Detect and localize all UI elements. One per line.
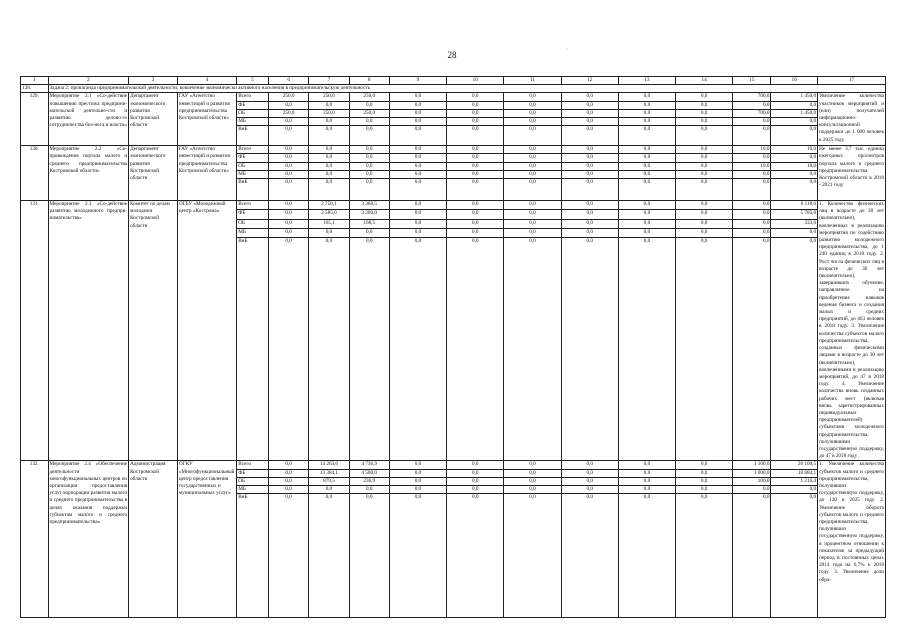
amount-cell: 0,0 xyxy=(676,126,733,146)
amount-cell: 0,0 xyxy=(771,485,818,493)
amount-cell: 0,0 xyxy=(561,469,618,477)
amount-cell: 0,0 xyxy=(561,461,618,469)
amount-cell: 0,0 xyxy=(561,477,618,485)
amount-cell: 0,0 xyxy=(618,118,675,126)
amount-cell: 0,0 xyxy=(389,179,446,201)
amount-cell: 0,0 xyxy=(618,109,675,117)
amount-cell: 1 000,0 xyxy=(733,469,771,477)
page-mark: · xyxy=(566,47,568,53)
amount-cell: 0,0 xyxy=(676,219,733,228)
amount-cell: 10,0 xyxy=(733,162,771,170)
event-name: Мероприятие 2.4 «Обеспечение деятельности многофункциональных центров по организации предоставления услуг корпорации развития малого и среднего предпринимательства в целях оказания поддержки субъектам малого и среднего предпринимательства» xyxy=(48,461,129,618)
amount-cell: 0,0 xyxy=(676,201,733,210)
amount-cell: 0,0 xyxy=(504,93,561,101)
amount-cell: 250,0 xyxy=(349,109,389,117)
amount-cell: 0,0 xyxy=(349,228,389,237)
column-number: 4 xyxy=(177,77,236,85)
amount-cell: 0,0 xyxy=(561,179,618,201)
amount-cell: 0,0 xyxy=(309,485,349,493)
expected-result: 1. Увеличение количества субъектов малого и среднего предпринимательства, получивших государственную поддержку, до 120 в 2025 году. 2. Увеличение оборота субъектов малого и среднего предпринимательства, получивших государственную поддержку, в процентном отношении к показателю за предыдущий период в постоянных ценах 2014 года на 6,7% к 2018 году. 3. Увеличение доли обра- xyxy=(818,461,886,618)
recipient: ГАУ «Агентство инвестиций и развития предпринимательства Костромской области» xyxy=(177,146,236,201)
amount-cell: 0,0 xyxy=(771,170,818,178)
amount-cell: 250,0 xyxy=(309,109,349,117)
amount-cell: 0,0 xyxy=(447,477,504,485)
amount-cell: 1 100,0 xyxy=(733,461,771,469)
amount-cell: 0,0 xyxy=(269,170,309,178)
funding-source: ФБ xyxy=(237,154,269,162)
amount-cell: 0,0 xyxy=(561,126,618,146)
amount-cell: 0,0 xyxy=(269,461,309,469)
amount-cell: 0,0 xyxy=(349,118,389,126)
amount-cell: 0,0 xyxy=(676,170,733,178)
amount-cell: 0,0 xyxy=(309,228,349,237)
amount-cell: 0,0 xyxy=(504,485,561,493)
amount-cell: 0,0 xyxy=(447,118,504,126)
amount-cell: 0,0 xyxy=(389,101,446,109)
amount-cell: 879,5 xyxy=(309,477,349,485)
amount-cell: 0,0 xyxy=(676,146,733,154)
amount-cell: 0,0 xyxy=(389,126,446,146)
amount-cell: 0,0 xyxy=(676,101,733,109)
amount-cell: 0,0 xyxy=(349,101,389,109)
amount-cell: 0,0 xyxy=(618,170,675,178)
amount-cell: 0,0 xyxy=(309,170,349,178)
funding-source: ОБ xyxy=(237,109,269,117)
amount-cell: 1 450,0 xyxy=(771,93,818,101)
column-number: 10 xyxy=(447,77,504,85)
funding-source: Всего xyxy=(237,146,269,154)
amount-cell: 0,0 xyxy=(504,146,561,154)
amount-cell: 0,0 xyxy=(389,477,446,485)
amount-cell: 0,0 xyxy=(733,179,771,201)
amount-cell: 0,0 xyxy=(269,179,309,201)
amount-cell: 0,0 xyxy=(349,126,389,146)
amount-cell: 700,0 xyxy=(733,109,771,117)
amount-cell: 0,0 xyxy=(504,179,561,201)
amount-cell: 13 384,1 xyxy=(309,469,349,477)
amount-cell: 0,0 xyxy=(618,494,675,618)
event-row xyxy=(21,201,886,210)
amount-cell: 0,0 xyxy=(447,146,504,154)
amount-cell: 0,0 xyxy=(504,109,561,117)
column-number: 5 xyxy=(237,77,269,85)
amount-cell: 0,0 xyxy=(676,179,733,201)
amount-cell: 0,0 xyxy=(389,162,446,170)
amount-cell: 0,0 xyxy=(269,494,309,618)
amount-cell: 20 100,5 xyxy=(771,461,818,469)
amount-cell: 0,0 xyxy=(618,469,675,477)
executor: Департамент экономического развития Костромской области xyxy=(129,93,178,146)
amount-cell: 0,0 xyxy=(771,238,818,461)
funding-source: ВнБ xyxy=(237,494,269,618)
amount-cell: 1 450,0 xyxy=(771,109,818,117)
amount-cell: 0,0 xyxy=(504,477,561,485)
amount-cell: 0,0 xyxy=(618,93,675,101)
amount-cell: 4 736,9 xyxy=(349,461,389,469)
amount-cell: 0,0 xyxy=(504,170,561,178)
expected-result: Увеличение количества участников мероприятий и (или) получателей информационно-консультационной поддержки до 1 000 человек к 2025 году xyxy=(818,93,886,146)
amount-cell: 0,0 xyxy=(269,477,309,485)
amount-cell: 0,0 xyxy=(389,146,446,154)
amount-cell: 0,0 xyxy=(447,494,504,618)
amount-cell: 0,0 xyxy=(269,126,309,146)
amount-cell: 0,0 xyxy=(561,162,618,170)
amount-cell: 0,0 xyxy=(447,485,504,493)
row-number: 128. xyxy=(21,85,49,93)
amount-cell: 0,0 xyxy=(309,154,349,162)
amount-cell: 0,0 xyxy=(504,201,561,210)
amount-cell: 0,0 xyxy=(676,461,733,469)
amount-cell: 0,0 xyxy=(771,118,818,126)
amount-cell: 0,0 xyxy=(561,238,618,461)
funding-source: ВнБ xyxy=(237,238,269,461)
amount-cell: 0,0 xyxy=(676,210,733,219)
amount-cell: 0,0 xyxy=(504,210,561,219)
event-name: Мероприятие 2.1 «Со-действие повышению престижа предприни-мательской деятельно-сти и развитию делово-го сотрудничества биз-неса и власти» xyxy=(48,93,129,146)
amount-cell: 0,0 xyxy=(618,477,675,485)
recipient: ОГБУ «Молодежный центр «Кострома» xyxy=(177,201,236,461)
amount-cell: 0,0 xyxy=(618,210,675,219)
funding-source: ФБ xyxy=(237,210,269,219)
amount-cell: 0,0 xyxy=(733,101,771,109)
amount-cell: 168,5 xyxy=(349,219,389,228)
funding-source: Всего xyxy=(237,461,269,469)
amount-cell: 0,0 xyxy=(447,238,504,461)
amount-cell: 333,6 xyxy=(771,219,818,228)
amount-cell: 0,0 xyxy=(733,238,771,461)
amount-cell: 0,0 xyxy=(676,469,733,477)
amount-cell: 0,0 xyxy=(618,461,675,469)
task-title: Задача 2: пропаганда предпринимательской деятельности, вовлечение экономически активного населения в предпринимательскую деятельность xyxy=(48,85,885,93)
budget-table xyxy=(20,76,886,618)
amount-cell: 0,0 xyxy=(447,154,504,162)
amount-cell: 0,0 xyxy=(676,109,733,117)
amount-cell: 0,0 xyxy=(733,170,771,178)
amount-cell: 2 750,1 xyxy=(309,201,349,210)
amount-cell: 0,0 xyxy=(618,228,675,237)
amount-cell: 0,0 xyxy=(676,494,733,618)
amount-cell: 0,0 xyxy=(771,179,818,201)
column-number: 2 xyxy=(48,77,129,85)
amount-cell: 0,0 xyxy=(504,469,561,477)
amount-cell: 0,0 xyxy=(618,179,675,201)
recipient: ОГКУ «Многофункциональный центр предоставления государственных и муниципальных услуг» xyxy=(177,461,236,618)
amount-cell: 0,0 xyxy=(561,101,618,109)
amount-cell: 0,0 xyxy=(771,154,818,162)
amount-cell: 0,0 xyxy=(309,179,349,201)
amount-cell: 0,0 xyxy=(618,485,675,493)
amount-cell: 0,0 xyxy=(389,154,446,162)
amount-cell: 0,0 xyxy=(447,126,504,146)
amount-cell: 0,0 xyxy=(618,154,675,162)
amount-cell: 0,0 xyxy=(733,494,771,618)
amount-cell: 0,0 xyxy=(561,485,618,493)
amount-cell: 0,0 xyxy=(349,162,389,170)
row-number: 129. xyxy=(21,93,49,146)
amount-cell: 0,0 xyxy=(676,228,733,237)
amount-cell: 0,0 xyxy=(618,219,675,228)
amount-cell: 10,0 xyxy=(771,162,818,170)
amount-cell: 0,0 xyxy=(733,228,771,237)
amount-cell: 0,0 xyxy=(309,494,349,618)
row-number: 130. xyxy=(21,146,49,201)
amount-cell: 0,0 xyxy=(269,201,309,210)
amount-cell: 0,0 xyxy=(504,162,561,170)
amount-cell: 0,0 xyxy=(504,154,561,162)
amount-cell: 0,0 xyxy=(561,93,618,101)
column-number-row xyxy=(21,77,886,85)
amount-cell: 0,0 xyxy=(561,118,618,126)
amount-cell: 0,0 xyxy=(309,126,349,146)
page-number: 28 xyxy=(447,50,457,60)
column-number: 14 xyxy=(676,77,733,85)
amount-cell: 0,0 xyxy=(389,201,446,210)
amount-cell: 0,0 xyxy=(447,210,504,219)
amount-cell: 2 585,0 xyxy=(309,210,349,219)
amount-cell: 0,0 xyxy=(561,146,618,154)
row-number: 132. xyxy=(21,461,49,618)
amount-cell: 0,0 xyxy=(618,126,675,146)
amount-cell: 0,0 xyxy=(389,93,446,101)
recipient: ГАУ «Агентство инвестиций и развития предпринимательства Костромской области» xyxy=(177,93,236,146)
amount-cell: 0,0 xyxy=(561,109,618,117)
amount-cell: 250,0 xyxy=(269,109,309,117)
funding-source: ОБ xyxy=(237,219,269,228)
amount-cell: 0,0 xyxy=(676,118,733,126)
amount-cell: 0,0 xyxy=(389,494,446,618)
amount-cell: 0,0 xyxy=(269,219,309,228)
amount-cell: 0,0 xyxy=(447,201,504,210)
amount-cell: 3 368,5 xyxy=(349,201,389,210)
task-row xyxy=(21,85,886,93)
amount-cell: 10,0 xyxy=(733,146,771,154)
amount-cell: 0,0 xyxy=(733,210,771,219)
amount-cell: 0,0 xyxy=(447,109,504,117)
amount-cell: 0,0 xyxy=(447,101,504,109)
amount-cell: 0,0 xyxy=(349,154,389,162)
amount-cell: 0,0 xyxy=(389,228,446,237)
amount-cell: 0,0 xyxy=(618,146,675,154)
amount-cell: 0,0 xyxy=(676,485,733,493)
amount-cell: 0,0 xyxy=(447,162,504,170)
amount-cell: 0,0 xyxy=(504,101,561,109)
amount-cell: 0,0 xyxy=(504,118,561,126)
column-number: 12 xyxy=(561,77,618,85)
column-number: 3 xyxy=(129,77,178,85)
funding-source: Всего xyxy=(237,93,269,101)
amount-cell: 0,0 xyxy=(269,118,309,126)
amount-cell: 0,0 xyxy=(733,201,771,210)
amount-cell: 0,0 xyxy=(561,228,618,237)
amount-cell: 0,0 xyxy=(561,494,618,618)
column-number: 11 xyxy=(504,77,561,85)
column-number: 13 xyxy=(618,77,675,85)
amount-cell: 0,0 xyxy=(676,154,733,162)
amount-cell: 250,0 xyxy=(269,93,309,101)
column-number: 8 xyxy=(349,77,389,85)
amount-cell: 0,0 xyxy=(618,238,675,461)
amount-cell: 4 500,0 xyxy=(349,469,389,477)
amount-cell: 18 884,1 xyxy=(771,469,818,477)
amount-cell: 0,0 xyxy=(389,170,446,178)
amount-cell: 0,0 xyxy=(504,494,561,618)
funding-source: ВнБ xyxy=(237,179,269,201)
amount-cell: 0,0 xyxy=(676,477,733,485)
amount-cell: 0,0 xyxy=(349,238,389,461)
executor: Администрация Костромской области xyxy=(129,461,178,618)
funding-source: ФБ xyxy=(237,101,269,109)
amount-cell: 0,0 xyxy=(269,238,309,461)
event-row xyxy=(21,146,886,154)
column-number: 7 xyxy=(309,77,349,85)
expected-result: 1. Количество физических лиц в возрасте до 30 лет (включительно), вовлеченных в реализацию мероприятия по содействию развитию молодежного предпринимательства, до 1 240 единиц в 2018 году. 2. Рост числа физических лиц в возрасте до 30 лет (включительно), завершивших обучение, направленное на приобретение навыков ведения бизнеса и создания малых и средних предприятий, до 463 человек в 2018 году. 3. Увеличение количества субъектов малого предпринимательства, созданных физическими лицами в возрасте до 30 лет (включительно), вовлеченными в реализацию мероприятий, до 47 в 2018 году. 4. Увеличение количества вновь созданных рабочих мест (включая вновь зарегистрированных индивидуальных предпринимателей) субъектами молодежного предпринимательства, получившими государственную поддержку, до 47 в 2018 году xyxy=(819,201,884,460)
executor: Комитет по делам молодежи Костромской области xyxy=(129,201,178,461)
amount-cell: 0,0 xyxy=(676,162,733,170)
amount-cell: 100,0 xyxy=(733,477,771,485)
amount-cell: 250,0 xyxy=(349,93,389,101)
executor: Департамент экономического развития Костромской области xyxy=(129,146,178,201)
funding-source: МБ xyxy=(237,170,269,178)
amount-cell: 0,0 xyxy=(309,118,349,126)
amount-cell: 1 216,4 xyxy=(771,477,818,485)
amount-cell: 0,0 xyxy=(389,461,446,469)
funding-source: МБ xyxy=(237,485,269,493)
event-row xyxy=(21,461,886,469)
amount-cell: 0,0 xyxy=(309,146,349,154)
expected-result: Не менее 3,7 тыс. единиц ежегодных просмотров портала малого и среднего предпринимательства Костромской области в 2018 - 2021 году xyxy=(818,146,886,201)
amount-cell: 0,0 xyxy=(618,201,675,210)
amount-cell: 5 785,0 xyxy=(771,210,818,219)
amount-cell: 700,0 xyxy=(733,93,771,101)
amount-cell: 0,0 xyxy=(389,118,446,126)
column-number: 1 xyxy=(21,77,49,85)
amount-cell: 0,0 xyxy=(771,101,818,109)
amount-cell: 0,0 xyxy=(733,154,771,162)
amount-cell: 0,0 xyxy=(504,219,561,228)
amount-cell: 0,0 xyxy=(309,101,349,109)
event-name: Мероприятие 2.3 «Со-действие развитию молодежного предпри-нимательства» xyxy=(48,201,129,461)
amount-cell: 0,0 xyxy=(349,485,389,493)
event-name: Мероприятие 2.2 «Со-провождение портала малого и среднего предпринимательства Костромской области» xyxy=(48,146,129,201)
event-row xyxy=(21,93,886,101)
amount-cell: 0,0 xyxy=(269,228,309,237)
amount-cell: 14 263,6 xyxy=(309,461,349,469)
column-number: 17 xyxy=(818,77,886,85)
amount-cell: 0,0 xyxy=(733,126,771,146)
amount-cell: 0,0 xyxy=(349,146,389,154)
amount-cell: 0,0 xyxy=(504,228,561,237)
amount-cell: 0,0 xyxy=(269,162,309,170)
amount-cell: 0,0 xyxy=(309,238,349,461)
amount-cell: 0,0 xyxy=(389,469,446,477)
amount-cell: 0,0 xyxy=(349,179,389,201)
amount-cell: 0,0 xyxy=(676,93,733,101)
amount-cell: 0,0 xyxy=(561,201,618,210)
amount-cell: 0,0 xyxy=(389,219,446,228)
amount-cell: 0,0 xyxy=(771,494,818,618)
amount-cell: 0,0 xyxy=(269,101,309,109)
funding-source: ОБ xyxy=(237,162,269,170)
amount-cell: 0,0 xyxy=(447,469,504,477)
funding-source: ОБ xyxy=(237,477,269,485)
amount-cell: 0,0 xyxy=(618,162,675,170)
amount-cell: 0,0 xyxy=(349,170,389,178)
amount-cell: 0,0 xyxy=(618,101,675,109)
column-number: 16 xyxy=(771,77,818,85)
amount-cell: 0,0 xyxy=(733,219,771,228)
amount-cell: 0,0 xyxy=(447,219,504,228)
amount-cell: 10,0 xyxy=(771,146,818,154)
amount-cell: 0,0 xyxy=(447,461,504,469)
funding-source: ВнБ xyxy=(237,126,269,146)
column-number: 6 xyxy=(269,77,309,85)
amount-cell: 0,0 xyxy=(269,469,309,477)
amount-cell: 0,0 xyxy=(447,170,504,178)
amount-cell: 0,0 xyxy=(389,238,446,461)
amount-cell: 236,9 xyxy=(349,477,389,485)
amount-cell: 0,0 xyxy=(561,154,618,162)
amount-cell: 0,0 xyxy=(309,162,349,170)
amount-cell: 0,0 xyxy=(389,109,446,117)
column-number: 15 xyxy=(733,77,771,85)
amount-cell: 0,0 xyxy=(504,461,561,469)
amount-cell: 0,0 xyxy=(389,485,446,493)
amount-cell: 0,0 xyxy=(447,179,504,201)
amount-cell: 0,0 xyxy=(269,146,309,154)
funding-source: ФБ xyxy=(237,469,269,477)
row-number: 131. xyxy=(21,201,49,461)
amount-cell: 0,0 xyxy=(561,170,618,178)
amount-cell: 0,0 xyxy=(561,210,618,219)
amount-cell: 0,0 xyxy=(504,238,561,461)
amount-cell: 0,0 xyxy=(771,126,818,146)
amount-cell: 3 200,0 xyxy=(349,210,389,219)
amount-cell: 0,0 xyxy=(771,228,818,237)
amount-cell: 0,0 xyxy=(447,228,504,237)
amount-cell: 0,0 xyxy=(561,219,618,228)
amount-cell: 0,0 xyxy=(733,118,771,126)
funding-source: МБ xyxy=(237,228,269,237)
amount-cell: 0,0 xyxy=(349,494,389,618)
amount-cell: 0,0 xyxy=(447,93,504,101)
amount-cell: 0,0 xyxy=(733,485,771,493)
amount-cell: 0,0 xyxy=(269,485,309,493)
amount-cell: 0,0 xyxy=(269,210,309,219)
amount-cell: 6 118,6 xyxy=(771,201,818,210)
column-number: 9 xyxy=(389,77,446,85)
amount-cell: 250,0 xyxy=(309,93,349,101)
amount-cell: 0,0 xyxy=(269,154,309,162)
amount-cell: 0,0 xyxy=(676,238,733,461)
amount-cell: 0,0 xyxy=(504,126,561,146)
funding-source: МБ xyxy=(237,118,269,126)
amount-cell: 0,0 xyxy=(389,210,446,219)
amount-cell: 165,1 xyxy=(309,219,349,228)
funding-source: Всего xyxy=(237,201,269,210)
